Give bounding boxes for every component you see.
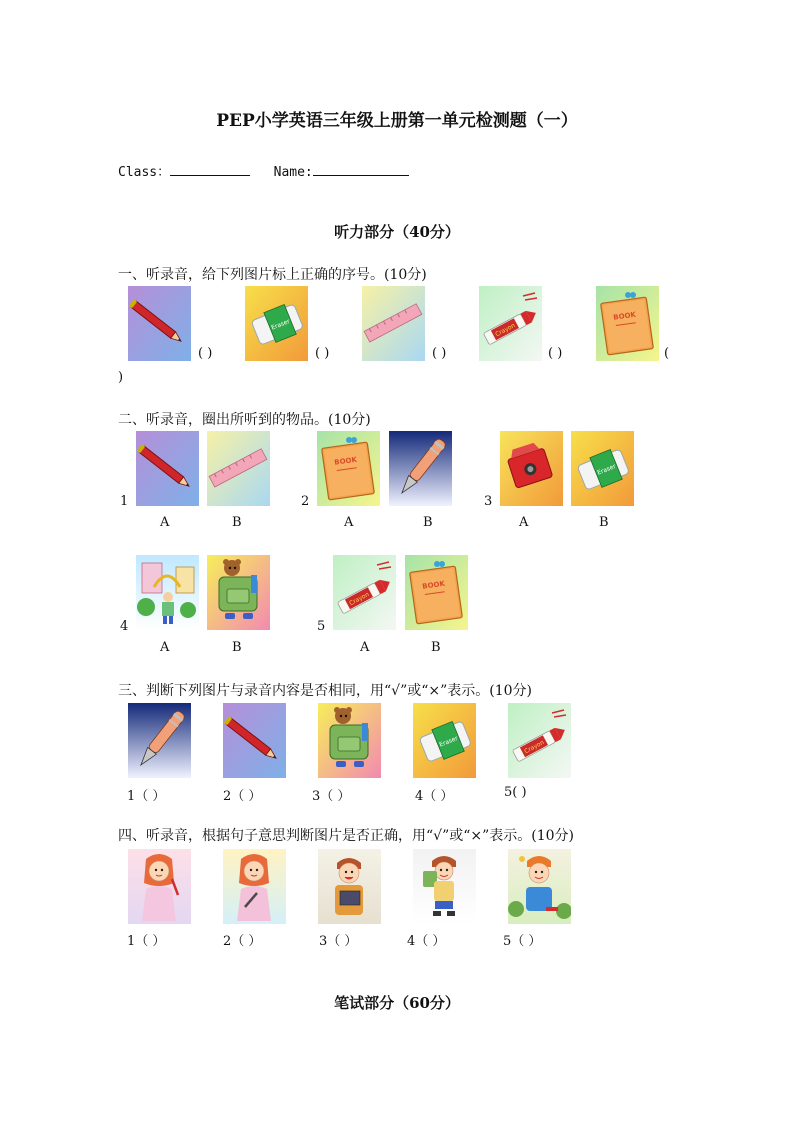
q1-answer-3[interactable]: ( ) (432, 346, 447, 361)
q4-answer-4[interactable]: 4（ ） (407, 934, 446, 949)
q2-label-5a: A (360, 640, 370, 655)
q3-answer-3[interactable]: 3（ ） (312, 789, 351, 804)
q1-answer-5-close: ) (118, 370, 124, 385)
q4-answer-3[interactable]: 3（ ） (319, 934, 358, 949)
name-label: Name: (273, 165, 313, 180)
q4-pic-boy-bag (413, 849, 476, 924)
q2-pic-3b-eraser[interactable] (571, 431, 634, 506)
q1-pic-book (596, 286, 659, 361)
q2-label-2b: B (423, 515, 433, 530)
q4-pic-boy-book (318, 849, 381, 924)
q2-label-3a: A (519, 515, 529, 530)
q3-pic-crayon (508, 703, 571, 778)
q1-pic-pencil (128, 286, 191, 361)
class-label: Class： (118, 165, 171, 180)
q2-pic-4b-bag[interactable] (207, 555, 270, 630)
q2-pic-5a-crayon[interactable] (333, 555, 396, 630)
q3-instruction: 三、判断下列图片与录音内容是否相同，用“√”或“×”表示。(10分) (118, 683, 533, 699)
q2-pic-1b-ruler[interactable] (207, 431, 270, 506)
q2-label-4b: B (232, 640, 242, 655)
q3-pic-eraser (413, 703, 476, 778)
q2-label-2a: A (344, 515, 354, 530)
q3-answer-4[interactable]: 4（ ） (415, 789, 454, 804)
q3-answer-5[interactable]: 5( ) (504, 785, 527, 800)
q2-label-4a: A (160, 640, 170, 655)
q4-pic-boy-crayon (508, 849, 571, 924)
q3-pic-pencil (223, 703, 286, 778)
svg-text:Crayon: Crayon (523, 739, 546, 756)
svg-text:Crayon: Crayon (348, 591, 371, 608)
q3-pic-pen (128, 703, 191, 778)
svg-text:BOOK: BOOK (333, 455, 358, 467)
name-blank[interactable] (313, 163, 409, 176)
q2-pic-2b-pen[interactable] (389, 431, 452, 506)
svg-text:Eraser: Eraser (596, 462, 617, 477)
svg-text:BOOK: BOOK (421, 579, 446, 591)
q2-pic-1a-pencil[interactable] (136, 431, 199, 506)
q1-answer-5-open[interactable]: ( (664, 346, 670, 361)
svg-text:BOOK: BOOK (612, 310, 637, 322)
q2-label-1b: B (232, 515, 242, 530)
q2-num-3: 3 (484, 494, 493, 509)
q1-answer-4[interactable]: ( ) (548, 346, 563, 361)
q2-num-5: 5 (317, 619, 326, 634)
q1-answer-2[interactable]: ( ) (315, 346, 330, 361)
q3-answer-2[interactable]: 2（ ） (223, 789, 262, 804)
q2-label-3b: B (599, 515, 609, 530)
written-section-header: 笔试部分（60分） (334, 994, 460, 1012)
q1-pic-crayon (479, 286, 542, 361)
q3-answer-1[interactable]: 1（ ） (127, 789, 166, 804)
page-title: PEP小学英语三年级上册第一单元检测题（一） (216, 111, 578, 131)
q2-label-5b: B (431, 640, 441, 655)
q1-pic-ruler (362, 286, 425, 361)
q4-answer-5[interactable]: 5（ ） (503, 934, 542, 949)
class-blank[interactable] (170, 163, 250, 176)
listening-section-header: 听力部分（40分） (334, 223, 460, 241)
q4-pic-girl-pen (223, 849, 286, 924)
q1-answer-1[interactable]: ( ) (198, 346, 213, 361)
q1-pic-eraser (245, 286, 308, 361)
q4-instruction: 四、听录音，根据句子意思判断图片是否正确，用“√”或“×”表示。(10分) (118, 828, 575, 844)
q2-num-4: 4 (120, 619, 129, 634)
q4-pic-girl-pencil (128, 849, 191, 924)
q2-pic-4a-school[interactable] (136, 555, 199, 630)
svg-text:Eraser: Eraser (438, 734, 459, 749)
q3-pic-bag (318, 703, 381, 778)
q2-instruction: 二、听录音，圈出所听到的物品。(10分) (118, 412, 371, 428)
q2-pic-2a-book[interactable] (317, 431, 380, 506)
q1-instruction: 一、听录音，给下列图片标上正确的序号。(10分) (118, 267, 427, 283)
q2-label-1a: A (160, 515, 170, 530)
svg-text:Eraser: Eraser (270, 317, 291, 332)
q4-answer-1[interactable]: 1（ ） (127, 934, 166, 949)
q2-pic-3a-sharpener[interactable] (500, 431, 563, 506)
q4-answer-2[interactable]: 2（ ） (223, 934, 262, 949)
class-name-line (118, 161, 409, 180)
q2-num-2: 2 (301, 494, 310, 509)
q2-pic-5b-book[interactable] (405, 555, 468, 630)
svg-text:Crayon: Crayon (494, 322, 517, 339)
q2-num-1: 1 (120, 494, 129, 509)
